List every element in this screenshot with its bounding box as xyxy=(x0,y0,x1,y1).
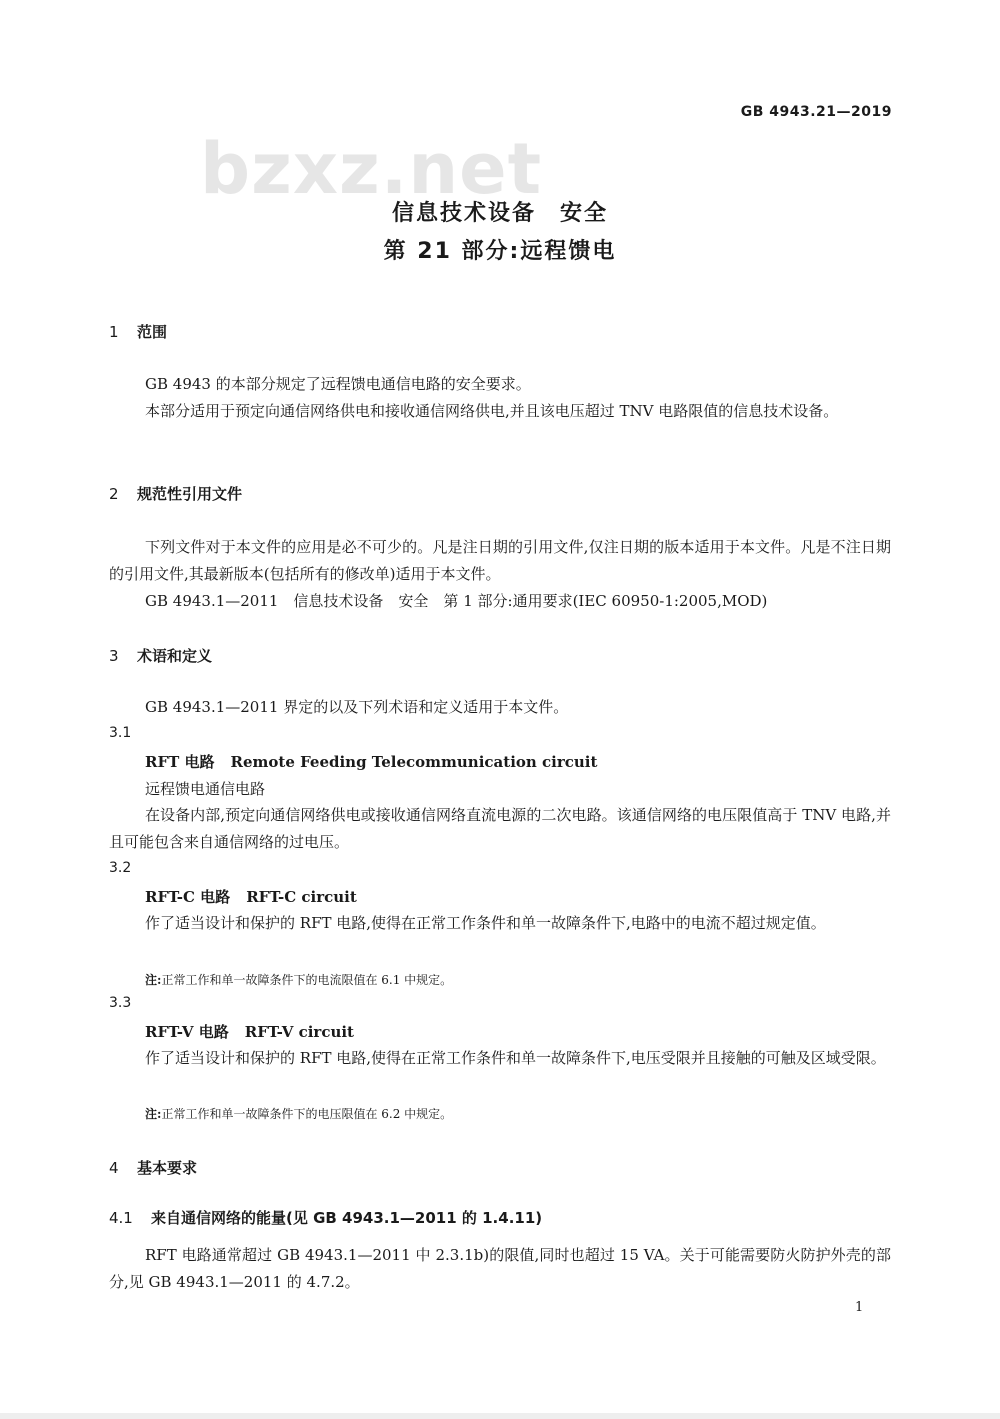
section-3-heading xyxy=(109,645,212,666)
section-title: 规范性引用文件 xyxy=(137,485,243,503)
normative-reference: GB 4943.1—2011 信息技术设备 安全 第 1 部分:通用要求(IEC 60950-1:2005,MOD) xyxy=(145,592,768,610)
section-title: 术语和定义 xyxy=(137,647,213,665)
subsection-4-1-heading xyxy=(109,1207,542,1228)
page-bottom-edge xyxy=(0,1413,1000,1419)
term-definition: 在设备内部,预定向通信网络供电或接收通信网络直流电源的二次电路。该通信网络的电压限值高于 TNV 电路,并且可能包含来自通信网络的过电压。 xyxy=(109,806,891,851)
term-number: 3.1 xyxy=(109,725,132,741)
term-definition: 作了适当设计和保护的 RFT 电路,使得在正常工作条件和单一故障条件下,电压受限并且接触的可触及区域受限。 xyxy=(145,1049,886,1067)
paragraph: 本部分适用于预定向通信网络供电和接收通信网络供电,并且该电压超过 TNV 电路限值的信息技术设备。 xyxy=(145,402,839,420)
document-number: GB 4943.21—2019 xyxy=(740,104,892,120)
note-label: 注: xyxy=(145,973,162,987)
page-number: 1 xyxy=(855,1300,864,1315)
section-number: 3 xyxy=(109,647,119,665)
term-name-zh: RFT-C 电路 xyxy=(145,888,231,906)
title-line-1: 信息技术设备 安全 xyxy=(391,201,608,226)
paragraph: RFT 电路通常超过 GB 4943.1—2011 中 2.3.1b)的限值,同时也超过 15 VA。关于可能需要防火防护外壳的部分,见 GB 4943.1—2011 的 4.7.2。 xyxy=(109,1246,891,1291)
section-number: 4 xyxy=(109,1159,119,1177)
term-name-en: Remote Feeding Telecommunication circuit xyxy=(230,753,598,771)
note-label: 注: xyxy=(145,1107,162,1121)
term-name-zh: RFT-V 电路 xyxy=(145,1023,229,1041)
paragraph: GB 4943 的本部分规定了远程馈电通信电路的安全要求。 xyxy=(145,375,531,393)
term-number: 3.2 xyxy=(109,860,132,876)
section-number: 1 xyxy=(109,323,119,341)
note-text: 正常工作和单一故障条件下的电流限值在 6.1 中规定。 xyxy=(161,973,453,987)
section-title: 范围 xyxy=(137,323,168,341)
note xyxy=(145,971,452,988)
term-title xyxy=(145,886,357,907)
paragraph: GB 4943.1—2011 界定的以及下列术语和定义适用于本文件。 xyxy=(145,698,569,716)
watermark: bzxz.net xyxy=(200,128,543,210)
section-number: 2 xyxy=(109,485,119,503)
paragraph: 下列文件对于本文件的应用是必不可少的。凡是注日期的引用文件,仅注日期的版本适用于本文件。凡是不注日期的引用文件,其最新版本(包括所有的修改单)适用于本文件。 xyxy=(109,538,891,583)
term-definition: 作了适当设计和保护的 RFT 电路,使得在正常工作条件和单一故障条件下,电路中的电流不超过规定值。 xyxy=(145,914,826,932)
section-2-heading xyxy=(109,483,242,504)
term-name-en: RFT-V circuit xyxy=(244,1023,354,1041)
section-title: 基本要求 xyxy=(137,1159,198,1177)
term-number: 3.3 xyxy=(109,995,132,1011)
section-4-heading xyxy=(109,1157,197,1178)
subsection-number: 4.1 xyxy=(109,1209,133,1227)
term-alt-name: 远程馈电通信电路 xyxy=(145,780,266,798)
note-text: 正常工作和单一故障条件下的电压限值在 6.2 中规定。 xyxy=(161,1107,453,1121)
section-1-heading xyxy=(109,321,167,342)
term-name-zh: RFT 电路 xyxy=(145,753,215,771)
term-title xyxy=(145,1021,354,1042)
subsection-title: 来自通信网络的能量(见 GB 4943.1—2011 的 1.4.11) xyxy=(151,1209,543,1227)
title-line-2: 第 21 部分:远程馈电 xyxy=(383,239,617,264)
note xyxy=(145,1105,452,1122)
term-title xyxy=(145,751,597,772)
term-name-en: RFT-C circuit xyxy=(246,888,357,906)
